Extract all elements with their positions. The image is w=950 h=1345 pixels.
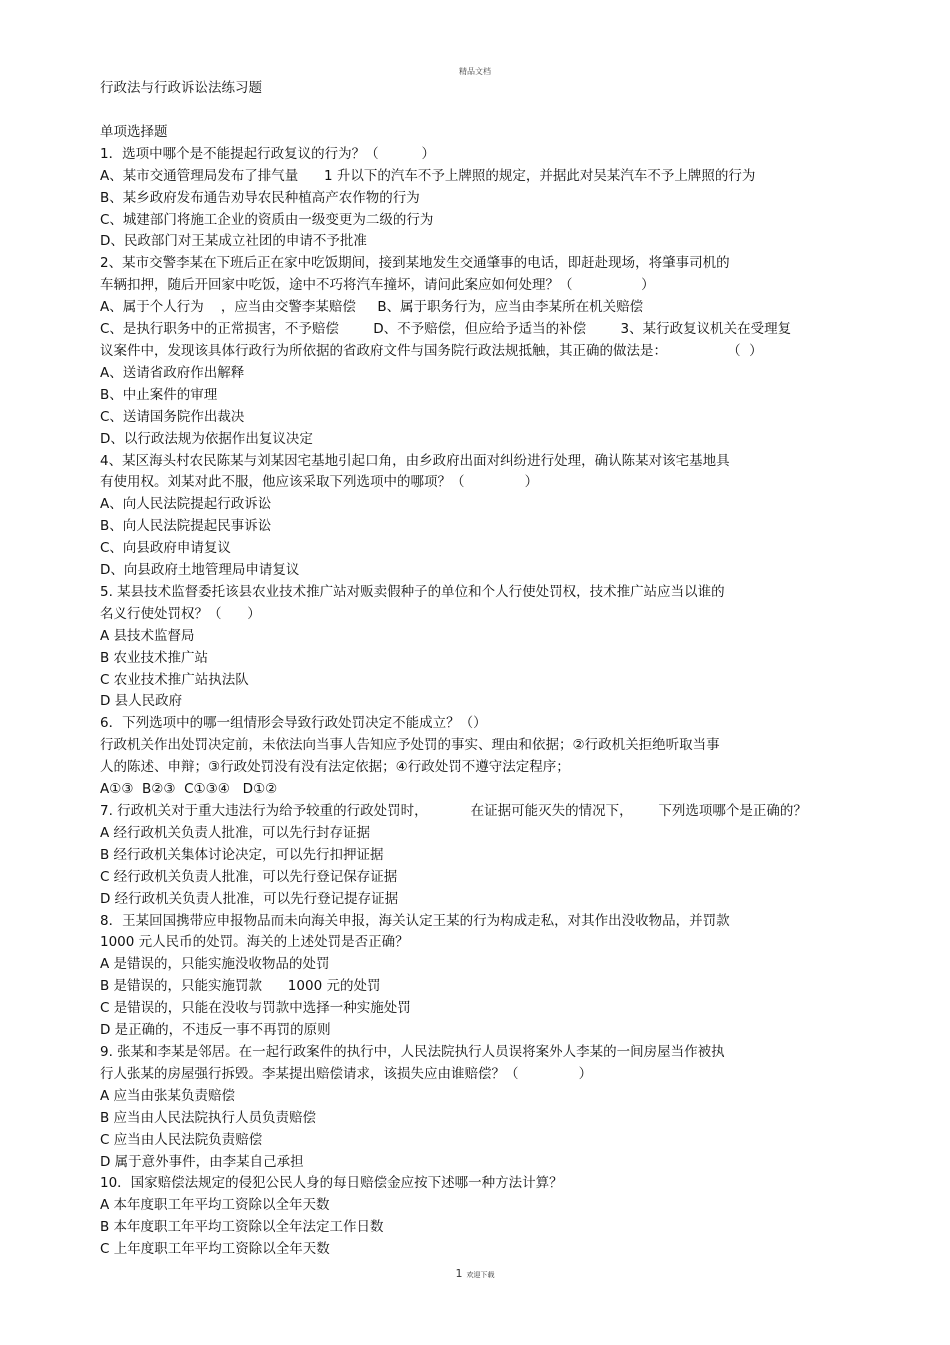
text-line: 6．下列选项中的哪一组情形会导致行政处罚决定不能成立？（） — [100, 715, 487, 732]
text-line: A 应当由张某负责赔偿 — [100, 1087, 236, 1104]
text-line: B、某乡政府发布通告劝导农民种植高产农作物的行为 — [100, 189, 420, 206]
text-line: 有使用权。刘某对此不服，他应该采取下列选项中的哪项？（ ） — [100, 474, 539, 491]
text-line: 人的陈述、申辩；③行政处罚没有没有法定依据；④行政处罚不遵守法定程序； — [100, 759, 570, 776]
text-line: 8．王某回国携带应申报物品而未向海关申报，海关认定王某的行为构成走私，对其作出没收物品，并罚款 — [100, 912, 730, 929]
text-line: D 属于意外事件，由李某自己承担 — [100, 1153, 304, 1170]
text-line: D 是正确的，不违反一事不再罚的原则 — [100, 1022, 331, 1039]
text-line: C、城建部门将施工企业的资质由一级变更为二级的行为 — [100, 211, 434, 228]
page-footer — [0, 1262, 950, 1281]
text-line: C 经行政机关负责人批准，可以先行登记保存证据 — [100, 868, 398, 885]
text-line: 1000 元人民币的处罚。海关的上述处罚是否正确？ — [100, 934, 409, 951]
text-line: 9. 张某和李某是邻居。在一起行政案件的执行中，人民法院执行人员误将案外人李某的一间房屋当作被执 — [100, 1043, 725, 1060]
document-title: 行政法与行政诉讼法练习题 — [100, 80, 262, 96]
text-line: 10．国家赔偿法规定的侵犯公民人身的每日赔偿金应按下述哪一种方法计算？ — [100, 1175, 563, 1192]
section-heading: 单项选择题 — [100, 123, 168, 140]
text-line: 7. 行政机关对于重大违法行为给予较重的行政处罚时， 在证据可能灭失的情况下， 下列选项哪个是正确的？ — [100, 803, 807, 819]
text-line: C 是错误的，只能在没收与罚款中选择一种实施处罚 — [100, 1000, 411, 1017]
page-number: 1 — [455, 1267, 463, 1280]
text-line: 2、某市交警李某在下班后正在家中吃饭期间，接到某地发生交通肇事的电话，即赶赴现场，将肇事司机的 — [100, 255, 730, 272]
header-note: 精品文档 — [459, 67, 491, 76]
text-line: 行政机关作出处罚决定前，未依法向当事人告知应予处罚的事实、理由和依据；②行政机关拒绝听取当事 — [100, 737, 720, 754]
text-line: B、中止案件的审理 — [100, 386, 218, 403]
text-line: 1．选项中哪个是不能提起行政复议的行为？（ ） — [100, 145, 436, 162]
text-line: 名义行使处罚权？（ ） — [100, 605, 261, 622]
text-line: A 本年度职工年平均工资除以全年天数 — [100, 1197, 330, 1214]
text-line: 5. 某县技术监督委托该县农业技术推广站对贩卖假种子的单位和个人行使处罚权，技术推广站应当以谁的 — [100, 583, 725, 600]
text-line: C 应当由人民法院负责赔偿 — [100, 1131, 263, 1148]
text-line: D 县人民政府 — [100, 693, 183, 710]
text-line: A 是错误的，只能实施没收物品的处罚 — [100, 956, 330, 973]
text-line: B、向人民法院提起民事诉讼 — [100, 518, 272, 535]
document-body — [100, 78, 890, 1261]
text-line: 议案件中，发现该具体行政行为所依据的省政府文件与国务院行政法规抵触，其正确的做法是： （ ） — [100, 342, 763, 359]
text-line: B 本年度职工年平均工资除以全年法定工作日数 — [100, 1219, 384, 1236]
text-line: 4、某区海头村农民陈某与刘某因宅基地引起口角，由乡政府出面对纠纷进行处理，确认陈某对该宅基地具 — [100, 452, 730, 469]
text-line: A 县技术监督局 — [100, 627, 195, 644]
text-line: C 上年度职工年平均工资除以全年天数 — [100, 1241, 330, 1258]
text-line: C 农业技术推广站执法队 — [100, 671, 249, 688]
text-line: A、某市交通管理局发布了排气量 1 升以下的汽车不予上牌照的规定，并据此对吴某汽车不予上牌照的行为 — [100, 167, 756, 184]
text-line: A、送请省政府作出解释 — [100, 364, 245, 381]
text-line: D、向县政府土地管理局申请复议 — [100, 562, 300, 579]
text-line: B 农业技术推广站 — [100, 649, 209, 666]
blank-line — [100, 100, 890, 122]
text-line: B 经行政机关集体讨论决定，可以先行扣押证据 — [100, 846, 384, 863]
text-line: B 应当由人民法院执行人员负责赔偿 — [100, 1109, 317, 1126]
text-line: C、向县政府申请复议 — [100, 540, 231, 557]
text-line: C、是执行职务中的正常损害，不予赔偿 D、不予赔偿，但应给予适当的补偿 3、某行政复议机关在受理复 — [100, 321, 792, 338]
text-line: A①③ B②③ C①③④ D①② — [100, 781, 278, 798]
text-line: D、民政部门对王某成立社团的申请不予批准 — [100, 233, 367, 250]
text-line: B 是错误的，只能实施罚款 1000 元的处罚 — [100, 978, 381, 995]
text-line: A、属于个人行为 ，应当由交警李某赔偿 B、属于职务行为，应当由李某所在机关赔偿 — [100, 299, 644, 316]
text-line: A、向人民法院提起行政诉讼 — [100, 496, 272, 513]
text-line: 车辆扣押，随后开回家中吃饭，途中不巧将汽车撞坏，请问此案应如何处理？（ ） — [100, 277, 655, 294]
text-line: D 经行政机关负责人批准，可以先行登记提存证据 — [100, 890, 399, 907]
question-list — [100, 144, 890, 1261]
text-line: A 经行政机关负责人批准，可以先行封存证据 — [100, 824, 371, 841]
text-line: D、以行政法规为依据作出复议决定 — [100, 430, 313, 447]
text-line: 行人张某的房屋强行拆毁。李某提出赔偿请求，该损失应由谁赔偿？（ ） — [100, 1065, 593, 1082]
text-line: C、送请国务院作出裁决 — [100, 408, 245, 425]
footer-text: 欢迎下载 — [466, 1271, 495, 1279]
